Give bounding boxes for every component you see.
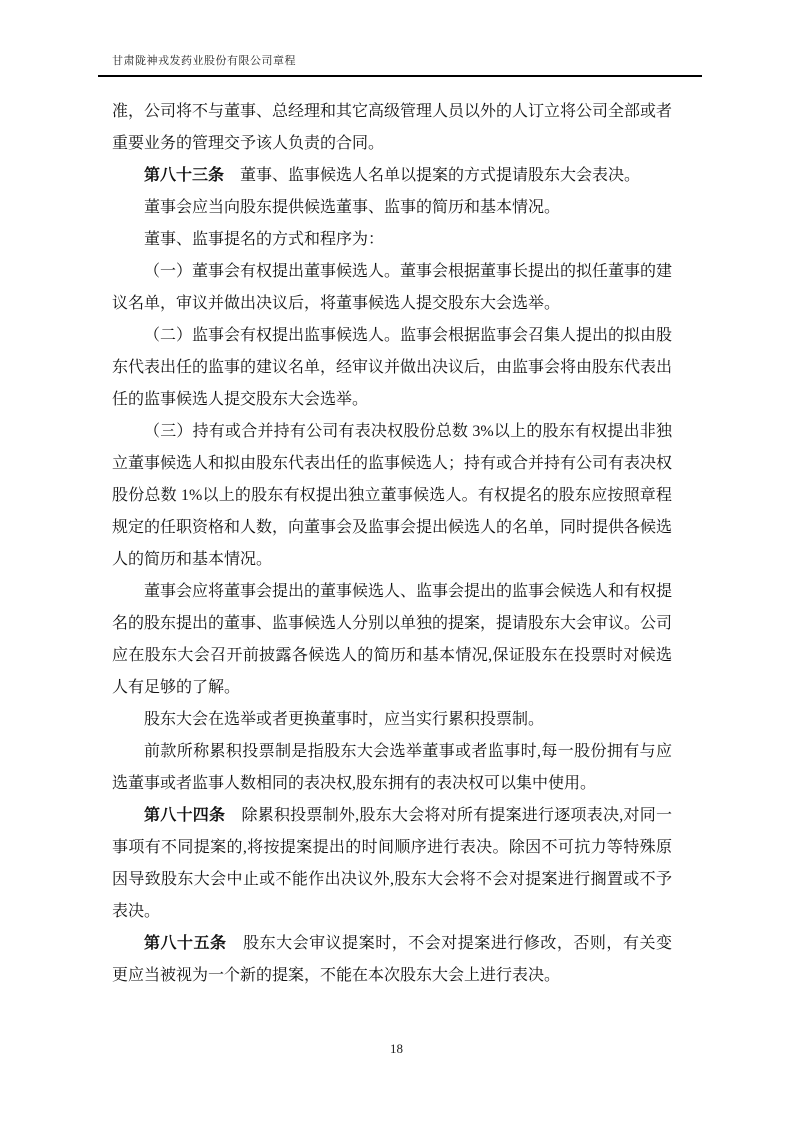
page-number: 18 [390, 1041, 403, 1056]
paragraph: 前款所称累积投票制是指股东大会选举董事或者监事时,每一股份拥有与应选董事或者监事人数相同的表决权,股东拥有的表决权可以集中使用。 [112, 743, 672, 792]
paragraph: （三）持有或合并持有公司有表决权股份总数 3%以上的股东有权提出非独立董事候选人和拟由股东代表出任的监事候选人；持有或合并持有公司有表决权股份总数 1%以上的股东有权提出独立董事候选人。有权提名的股东应按照章程规定的任职资格和人数，向董事会及监事会提出候选人的名单，同时提供各候选人的简历和基本情况。 [112, 423, 673, 568]
article-number: 第八十五条 [144, 935, 227, 952]
page-footer [0, 1040, 793, 1058]
article-number: 第八十三条 [144, 167, 225, 184]
paragraph: 准，公司将不与董事、总经理和其它高级管理人员以外的人订立将公司全部或者重要业务的管理交予该人负责的合同。 [112, 103, 673, 152]
paragraph: 董事、监事提名的方式和程序为： [144, 231, 385, 248]
page-header [98, 55, 702, 77]
paragraph: 第八十四条 除累积投票制外,股东大会将对所有提案进行逐项表决,对同一事项有不同提案的,将按提案提出的时间顺序进行表决。除因不可抗力等特殊原因导致股东大会中止或不能作出决议外,股东大会将不会对提案进行搁置或不予表决。 [112, 807, 672, 920]
paragraph: 股东大会在选举或者更换董事时，应当实行累积投票制。 [144, 711, 545, 728]
paragraph: 第八十三条 董事、监事候选人名单以提案的方式提请股东大会表决。 [144, 167, 641, 184]
paragraph: （一）董事会有权提出董事候选人。董事会根据董事长提出的拟任董事的建议名单，审议并做出决议后，将董事候选人提交股东大会选举。 [112, 263, 673, 312]
document-body [112, 96, 672, 992]
header-title: 甘肃陇神戎发药业股份有限公司章程 [112, 55, 296, 67]
paragraph: 董事会应当向股东提供候选董事、监事的简历和基本情况。 [144, 199, 561, 216]
paragraph: 董事会应将董事会提出的董事候选人、监事会提出的监事会候选人和有权提名的股东提出的董事、监事候选人分别以单独的提案，提请股东大会审议。公司应在股东大会召开前披露各候选人的简历和基本情况,保证股东在投票时对候选人有足够的了解。 [112, 583, 673, 696]
paragraph: （二）监事会有权提出监事候选人。监事会根据监事会召集人提出的拟由股东代表出任的监事的建议名单，经审议并做出决议后，由监事会将由股东代表出任的监事候选人提交股东大会选举。 [112, 327, 673, 408]
article-number: 第八十四条 [144, 807, 226, 824]
paragraph: 第八十五条 股东大会审议提案时，不会对提案进行修改，否则，有关变更应当被视为一个新的提案，不能在本次股东大会上进行表决。 [112, 935, 672, 984]
